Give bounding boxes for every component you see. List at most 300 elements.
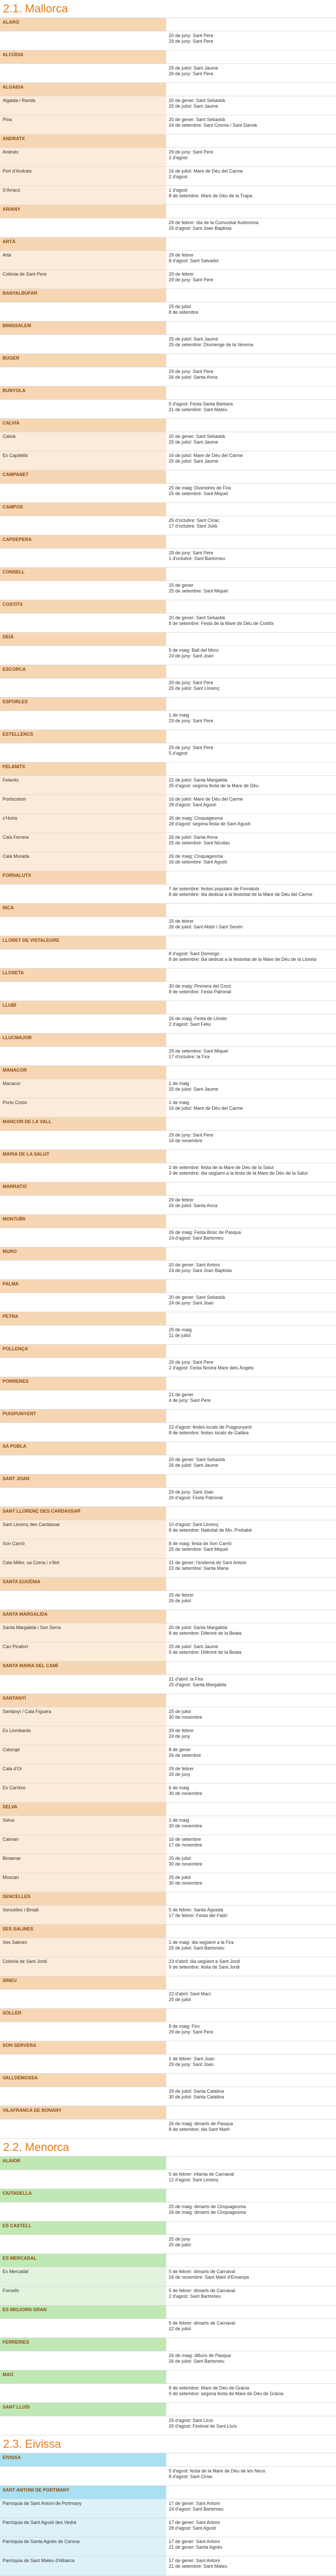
holiday-date: 26 de juliol: Santa Anna bbox=[169, 375, 218, 380]
place-name: Es Llombards bbox=[3, 1728, 31, 1733]
table-row bbox=[0, 743, 336, 762]
holiday-date: 25 de juliol: Sant Jaume bbox=[169, 104, 219, 109]
place-name: Es Capdellà bbox=[3, 453, 28, 458]
table-row bbox=[0, 2267, 336, 2286]
holiday-date: 26 de juny bbox=[169, 1772, 190, 1777]
table-row bbox=[0, 1423, 336, 1442]
municipality-cell bbox=[0, 1033, 166, 1046]
holiday-date: 1 de febrer: Sant Joan bbox=[169, 2056, 215, 2061]
place-cell bbox=[0, 833, 166, 852]
municipality-row bbox=[0, 2009, 336, 2022]
holiday-date: 25 de juliol: Sant Jaume bbox=[169, 336, 219, 342]
holiday-date: 16 de novembre bbox=[169, 1138, 203, 1143]
dates-cell bbox=[166, 1228, 336, 1247]
holiday-date: 25 de gener bbox=[169, 583, 194, 588]
dates-cell bbox=[166, 2556, 336, 2575]
holiday-table bbox=[0, 2156, 336, 2435]
municipality-row bbox=[0, 50, 336, 64]
municipality-dates-cell bbox=[166, 1925, 336, 1938]
table-row bbox=[0, 400, 336, 419]
holiday-date: 29 de juliol: Santa Catalina bbox=[169, 2089, 224, 2094]
municipality-dates-cell bbox=[166, 1578, 336, 1590]
dates-cell bbox=[166, 2170, 336, 2189]
place-name: S'Arracó bbox=[3, 188, 21, 193]
place-name: Es Mercadal bbox=[3, 2269, 29, 2274]
holiday-date: 25 de maig bbox=[169, 1327, 192, 1332]
municipality-row bbox=[0, 1410, 336, 1423]
municipality-row bbox=[0, 2453, 336, 2467]
municipality-name: CAMPANET bbox=[3, 472, 29, 477]
municipality-dates-cell bbox=[166, 2106, 336, 2119]
holiday-date: 5 d'agost bbox=[169, 751, 188, 756]
table-row bbox=[0, 96, 336, 115]
municipality-name: BUNYOLA bbox=[3, 388, 26, 393]
table-row bbox=[0, 1990, 336, 2009]
municipality-dates-cell bbox=[166, 470, 336, 483]
dates-cell bbox=[166, 852, 336, 871]
municipality-row bbox=[0, 2106, 336, 2120]
municipality-row bbox=[0, 1925, 336, 1938]
municipality-dates-cell bbox=[166, 1976, 336, 1989]
place-name: Biniamar bbox=[3, 1856, 21, 1861]
place-cell bbox=[0, 1591, 166, 1609]
holiday-date: 17 de febrer: Festa del Fadrí bbox=[169, 1913, 228, 1918]
municipality-cell bbox=[0, 1610, 166, 1623]
holiday-date: 21 de gener: Santa Agnès bbox=[169, 2545, 223, 2550]
holiday-date: 8 d'agost: Sant Ciriac bbox=[169, 2474, 213, 2479]
table-row bbox=[0, 1196, 336, 1215]
municipality-cell bbox=[0, 665, 166, 678]
section-title: 2.3. Eivissa bbox=[3, 2437, 61, 2450]
place-cell bbox=[0, 335, 166, 353]
place-cell bbox=[0, 917, 166, 936]
dates-cell bbox=[166, 96, 336, 115]
place-name: Santanyí / Cala Figuera bbox=[3, 1709, 51, 1714]
table-row bbox=[0, 2467, 336, 2486]
place-cell bbox=[0, 2384, 166, 2402]
municipality-name: SANT ANTONI DE PORTMANY bbox=[3, 2487, 70, 2493]
table-row bbox=[0, 1047, 336, 1066]
dates-cell bbox=[166, 1423, 336, 1442]
place-cell bbox=[0, 1520, 166, 1539]
holiday-date: 26 de juliol: Santa Anna bbox=[169, 835, 218, 840]
dates-cell bbox=[166, 2384, 336, 2402]
place-cell bbox=[0, 1707, 166, 1726]
holiday-date: 26 d'agost: Festa Patronal bbox=[169, 1495, 223, 1500]
place-cell bbox=[0, 646, 166, 665]
table-row bbox=[0, 1784, 336, 1803]
holiday-date: 21 de setembre: Sant Mateu bbox=[169, 407, 227, 412]
table-row bbox=[0, 833, 336, 852]
dates-cell bbox=[166, 2120, 336, 2138]
table-row bbox=[0, 31, 336, 50]
municipality-name: LLUCMAJOR bbox=[3, 1035, 32, 1040]
municipality-dates-cell bbox=[166, 665, 336, 678]
place-cell bbox=[0, 743, 166, 762]
municipality-dates-cell bbox=[166, 600, 336, 613]
municipality-cell bbox=[0, 600, 166, 613]
holiday-date: 29 de juny: Sant Pere bbox=[169, 745, 214, 750]
municipality-dates-cell bbox=[166, 2041, 336, 2054]
dates-cell bbox=[166, 2202, 336, 2221]
municipality-cell bbox=[0, 2306, 166, 2318]
place-cell bbox=[0, 516, 166, 535]
municipality-row bbox=[0, 1150, 336, 1163]
table-row bbox=[0, 1131, 336, 1150]
place-cell bbox=[0, 795, 166, 814]
holiday-date: 25 d'agost: Sant Joan Baptista bbox=[169, 226, 232, 231]
dates-cell bbox=[166, 1938, 336, 1957]
place-cell bbox=[0, 1014, 166, 1033]
municipality-row bbox=[0, 1345, 336, 1358]
municipality-dates-cell bbox=[166, 1117, 336, 1130]
table-row bbox=[0, 1906, 336, 1925]
section-title: 2.1. Mallorca bbox=[3, 2, 68, 15]
table-row bbox=[0, 1623, 336, 1642]
holiday-date: 24 de juny: Sant Joan bbox=[169, 1300, 214, 1306]
table-row bbox=[0, 776, 336, 795]
holiday-date: 16 de juliol: Mare de Déu del Carme bbox=[169, 453, 243, 458]
municipality-row bbox=[0, 18, 336, 31]
holiday-date: 2 d'agost bbox=[169, 174, 188, 179]
table-row bbox=[0, 1938, 336, 1957]
holiday-date: 16 de setembre bbox=[169, 1837, 201, 1842]
holiday-date: 29 de febrer bbox=[169, 1766, 194, 1771]
municipality-name: ES MIGJORN GRAN bbox=[3, 2307, 47, 2312]
table-row bbox=[0, 516, 336, 535]
municipality-name: VILAFRANCA DE BONANY bbox=[3, 2108, 62, 2113]
holiday-date: 21 d'abril: la Fira bbox=[169, 1676, 203, 1682]
municipality-dates-cell bbox=[166, 2009, 336, 2022]
municipality-name: EIVISSA bbox=[3, 2455, 21, 2460]
table-row bbox=[0, 1745, 336, 1765]
dates-cell bbox=[166, 2351, 336, 2370]
holiday-date: 26 de juliol: Santa Anna bbox=[169, 1203, 218, 1208]
table-row bbox=[0, 1391, 336, 1410]
place-name: Sencelles i Biniali bbox=[3, 1907, 39, 1912]
holiday-date: 26 de maig: Festa Bosc de Pasqua bbox=[169, 1230, 241, 1235]
holiday-date: 8 de setembre: dia dedicat a la festivitat de la Mare de Déu del Carme bbox=[169, 892, 313, 897]
municipality-row bbox=[0, 936, 336, 950]
holiday-date: 25 d'octubre: Sant Ciriac bbox=[169, 518, 220, 523]
dates-cell bbox=[166, 1488, 336, 1506]
place-name: Porto Cristo bbox=[3, 1100, 27, 1105]
dates-cell bbox=[166, 1854, 336, 1873]
dates-cell bbox=[166, 2537, 336, 2556]
place-cell bbox=[0, 2556, 166, 2575]
municipality-name: FERRERIES bbox=[3, 2340, 29, 2345]
table-row bbox=[0, 1261, 336, 1280]
dates-cell bbox=[166, 1835, 336, 1854]
table-row bbox=[0, 852, 336, 871]
municipality-row bbox=[0, 1694, 336, 1707]
holiday-date: 22 d'abril: Sant Marc bbox=[169, 1991, 211, 1996]
holiday-date: 25 de juliol: Sant Jaume bbox=[169, 459, 219, 464]
holiday-date: 21 de gener bbox=[169, 1392, 194, 1397]
table-row bbox=[0, 367, 336, 386]
municipality-name: ALAIOR bbox=[3, 2158, 21, 2163]
municipality-name: MANCOR DE LA VALL bbox=[3, 1119, 51, 1124]
municipality-name: ESPORLES bbox=[3, 699, 28, 704]
dates-cell bbox=[166, 2319, 336, 2337]
holiday-date: 12 d'agost: Sant Llorenç bbox=[169, 2177, 219, 2182]
holiday-date: 29 de juny: Sant Pere bbox=[169, 680, 214, 685]
municipality-row bbox=[0, 470, 336, 484]
municipality-name: SANT JOAN bbox=[3, 1476, 30, 1481]
municipality-dates-cell bbox=[166, 2189, 336, 2202]
municipality-row bbox=[0, 2157, 336, 2170]
table-row bbox=[0, 1765, 336, 1784]
holiday-date: 26 de maig: dilluns de Pasqua bbox=[169, 2353, 231, 2358]
place-name: Moscari bbox=[3, 1875, 19, 1880]
municipality-dates-cell bbox=[166, 1182, 336, 1195]
table-row bbox=[0, 2384, 336, 2403]
dates-cell bbox=[166, 581, 336, 600]
holiday-date: 10 d'agost: Sant Llorenç bbox=[169, 1522, 219, 1527]
place-cell bbox=[0, 167, 166, 185]
municipality-dates-cell bbox=[166, 1215, 336, 1228]
place-name: Artà bbox=[3, 252, 11, 258]
place-cell bbox=[0, 1835, 166, 1854]
holiday-date: 25 de setembre: Diumenge de la Verema bbox=[169, 342, 254, 347]
municipality-cell bbox=[0, 936, 166, 949]
holiday-date: 9 de setembre: festa de Sant Jordi bbox=[169, 1964, 240, 1970]
municipality-row bbox=[0, 730, 336, 743]
municipality-dates-cell bbox=[166, 1475, 336, 1487]
holiday-date: 11 de juliol bbox=[169, 1333, 191, 1338]
municipality-cell bbox=[0, 1442, 166, 1455]
dates-cell bbox=[166, 1726, 336, 1745]
holiday-date: 1 de maig bbox=[169, 713, 189, 718]
municipality-row bbox=[0, 1280, 336, 1293]
municipality-dates-cell bbox=[166, 1662, 336, 1674]
municipality-name: PETRA bbox=[3, 1314, 19, 1319]
place-name: Fornells bbox=[3, 2288, 20, 2293]
municipality-cell bbox=[0, 2453, 166, 2466]
place-name: Selva bbox=[3, 1818, 14, 1823]
table-row bbox=[0, 1591, 336, 1610]
table-row bbox=[0, 1228, 336, 1247]
holiday-date: 28 d'agost: Sant Agustí bbox=[169, 2526, 217, 2531]
table-row bbox=[0, 2416, 336, 2435]
table-row bbox=[0, 148, 336, 167]
place-cell bbox=[0, 1990, 166, 2008]
table-row bbox=[0, 218, 336, 238]
dates-cell bbox=[166, 1745, 336, 1764]
municipality-dates-cell bbox=[166, 2338, 336, 2351]
place-cell bbox=[0, 1455, 166, 1474]
dates-cell bbox=[166, 2416, 336, 2435]
municipality-dates-cell bbox=[166, 289, 336, 302]
municipality-dates-cell bbox=[166, 321, 336, 334]
dates-cell bbox=[166, 743, 336, 762]
dates-cell bbox=[166, 1623, 336, 1642]
holiday-date: 20 de gener: Sant Sebastià bbox=[169, 434, 225, 439]
holiday-date: 29 de juny: Sant Pere bbox=[169, 550, 214, 555]
place-cell bbox=[0, 2537, 166, 2556]
holiday-date: 1 de maig bbox=[169, 1818, 189, 1823]
holiday-date: 29 de juny: Sant Pere bbox=[169, 2029, 214, 2035]
municipality-dates-cell bbox=[166, 2074, 336, 2087]
municipality-row bbox=[0, 419, 336, 432]
municipality-dates-cell bbox=[166, 1507, 336, 1520]
municipality-dates-cell bbox=[166, 1610, 336, 1623]
table-row bbox=[0, 1539, 336, 1558]
place-cell bbox=[0, 96, 166, 115]
table-row bbox=[0, 2499, 336, 2518]
dates-cell bbox=[166, 1261, 336, 1279]
place-cell bbox=[0, 549, 166, 567]
place-name: Felanitx bbox=[3, 777, 19, 783]
place-cell bbox=[0, 2319, 166, 2337]
holiday-date: 9 de setembre: segona festa de Mare de Déu de Gràcia bbox=[169, 2391, 284, 2396]
municipality-name: CALVIÀ bbox=[3, 420, 20, 426]
municipality-cell bbox=[0, 1280, 166, 1293]
holiday-date: 26 de juliol bbox=[169, 1598, 191, 1603]
holiday-date: 5 de maig: Ball del Moro bbox=[169, 648, 219, 653]
municipality-dates-cell bbox=[166, 354, 336, 367]
table-row bbox=[0, 1293, 336, 1312]
table-row bbox=[0, 679, 336, 698]
municipality-name: LLOSETA bbox=[3, 970, 24, 975]
table-row bbox=[0, 115, 336, 134]
municipality-cell bbox=[0, 1066, 166, 1079]
place-cell bbox=[0, 302, 166, 321]
dates-cell bbox=[166, 1520, 336, 1539]
holiday-date: 2 d'agost: Sant Bartomeu bbox=[169, 2294, 221, 2299]
place-cell bbox=[0, 1098, 166, 1117]
municipality-cell bbox=[0, 289, 166, 302]
municipality-name: ES CASTELL bbox=[3, 2223, 32, 2228]
place-name: s'Horta bbox=[3, 816, 17, 821]
holiday-date: 24 de juny bbox=[169, 1734, 190, 1739]
municipality-cell bbox=[0, 205, 166, 218]
holiday-date: 20 de gener: Sant Sebastià bbox=[169, 98, 225, 103]
dates-cell bbox=[166, 1293, 336, 1312]
holiday-date: 30 de novembre bbox=[169, 1861, 203, 1867]
municipality-row bbox=[0, 2403, 336, 2416]
municipality-dates-cell bbox=[166, 2157, 336, 2170]
table-row bbox=[0, 2087, 336, 2106]
municipality-dates-cell bbox=[166, 18, 336, 31]
holiday-date: 30 de novembre bbox=[169, 1715, 203, 1720]
holiday-table bbox=[0, 18, 336, 2139]
municipality-name: SANTANYÍ bbox=[3, 1696, 26, 1701]
place-cell bbox=[0, 1675, 166, 1693]
holiday-date: 8 de setembre bbox=[169, 310, 199, 315]
holiday-date: 25 de setembre: Sant Nicolau bbox=[169, 840, 230, 845]
holiday-date: 25 d'agost: Santa Margalida bbox=[169, 1682, 226, 1687]
municipality-name: SANTA EUGÈNIA bbox=[3, 1579, 41, 1584]
municipality-name: ARTÀ bbox=[3, 239, 15, 244]
dates-cell bbox=[166, 516, 336, 535]
dates-cell bbox=[166, 917, 336, 936]
dates-cell bbox=[166, 1990, 336, 2008]
dates-cell bbox=[166, 270, 336, 289]
municipality-cell bbox=[0, 2338, 166, 2351]
table-row bbox=[0, 1707, 336, 1726]
holiday-date: 21 de setembre: Sant Mateu bbox=[169, 2564, 227, 2569]
municipality-cell bbox=[0, 2486, 166, 2499]
holiday-date: 30 de novembre bbox=[169, 1791, 203, 1796]
municipality-row bbox=[0, 1892, 336, 1906]
municipality-row bbox=[0, 1662, 336, 1675]
place-cell bbox=[0, 1293, 166, 1312]
dates-cell bbox=[166, 2518, 336, 2537]
municipality-row bbox=[0, 904, 336, 917]
municipality-row bbox=[0, 1215, 336, 1228]
municipality-cell bbox=[0, 2106, 166, 2119]
municipality-row bbox=[0, 1066, 336, 1079]
municipality-row bbox=[0, 354, 336, 367]
dates-cell bbox=[166, 186, 336, 205]
municipality-row bbox=[0, 238, 336, 251]
dates-cell bbox=[166, 1906, 336, 1924]
dates-cell bbox=[166, 646, 336, 665]
table-row bbox=[0, 1098, 336, 1117]
municipality-name: MAÓ bbox=[3, 2372, 13, 2377]
place-cell bbox=[0, 1131, 166, 1149]
municipality-cell bbox=[0, 871, 166, 884]
place-cell bbox=[0, 1358, 166, 1377]
holiday-date: 16 de juliol: Mare de Déu del Carme bbox=[169, 168, 243, 174]
municipality-cell bbox=[0, 321, 166, 334]
table-row bbox=[0, 711, 336, 730]
municipality-row bbox=[0, 1312, 336, 1326]
dates-cell bbox=[166, 1079, 336, 1098]
table-row bbox=[0, 2235, 336, 2254]
table-row bbox=[0, 1455, 336, 1475]
place-cell bbox=[0, 2120, 166, 2138]
holiday-date: 29 de juny: Sant Pere bbox=[169, 39, 214, 44]
municipality-dates-cell bbox=[166, 2453, 336, 2466]
table-row bbox=[0, 950, 336, 969]
place-cell bbox=[0, 950, 166, 968]
holiday-date: 26 de juny: Sant Pere bbox=[169, 71, 214, 76]
municipality-cell bbox=[0, 50, 166, 63]
table-row bbox=[0, 1326, 336, 1345]
municipality-dates-cell bbox=[166, 2254, 336, 2267]
municipality-row bbox=[0, 1976, 336, 1990]
municipality-name: BÚGER bbox=[3, 355, 20, 361]
holiday-date: 1 d'agost bbox=[169, 188, 188, 193]
holiday-date: 8 d'agost: Sant Domingo bbox=[169, 951, 220, 956]
municipality-name: SANT LLORENÇ DES CARDASSAR bbox=[3, 1509, 81, 1514]
dates-cell bbox=[166, 1047, 336, 1065]
holiday-date: 25 de juliol bbox=[169, 1709, 191, 1714]
table-row bbox=[0, 167, 336, 186]
municipality-row bbox=[0, 134, 336, 148]
municipality-cell bbox=[0, 762, 166, 775]
place-cell bbox=[0, 186, 166, 205]
place-cell bbox=[0, 1079, 166, 1098]
place-cell bbox=[0, 148, 166, 166]
municipality-name: ALGAIDA bbox=[3, 84, 24, 90]
municipality-name: SES SALINES bbox=[3, 1926, 33, 1931]
municipality-row bbox=[0, 2338, 336, 2351]
dates-cell bbox=[166, 251, 336, 269]
table-row bbox=[0, 982, 336, 1001]
holiday-date: 25 de juliol: Sant Llorenç bbox=[169, 686, 220, 691]
municipality-dates-cell bbox=[166, 1377, 336, 1390]
municipality-cell bbox=[0, 1662, 166, 1674]
holiday-date: 17 de gener: Sant Antoni bbox=[169, 2558, 220, 2563]
holiday-date: 25 de juliol bbox=[169, 304, 191, 309]
table-row bbox=[0, 186, 336, 205]
dates-cell bbox=[166, 776, 336, 794]
municipality-name: SINEU bbox=[3, 1978, 17, 1983]
holiday-date: 30 de novembre bbox=[169, 1823, 203, 1828]
